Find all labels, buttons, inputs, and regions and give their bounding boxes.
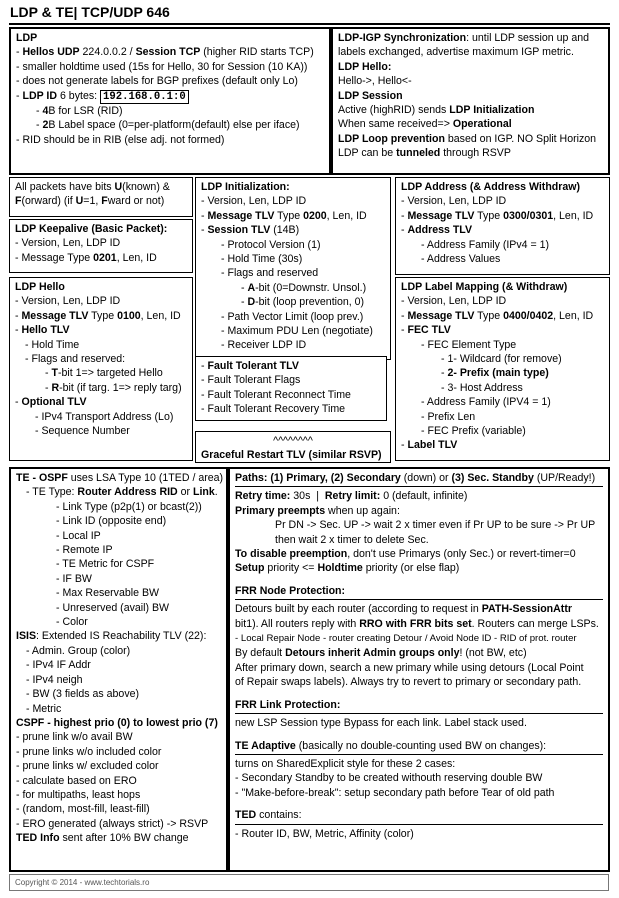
paths-line: Pr DN -> Sec. UP -> wait 2 x timer even if Pr UP to be sure -> Pr UP — [275, 519, 596, 532]
te-line: - for multipaths, least hops — [16, 788, 141, 801]
ldp-line: - Hellos UDP 224.0.0.2 / Session TCP (higher RID starts TCP) — [16, 46, 314, 59]
te-line: TED Info sent after 10% BW change — [16, 832, 189, 845]
ldp-overview-box — [9, 27, 331, 175]
copyright-footer: Copyright © 2014 - www.techtorials.ro — [9, 874, 609, 891]
paths-line: Detours built by each router (according to request in PATH-SessionAttr — [235, 603, 572, 616]
te-line: CSPF - highest prio (0) to lowest prio (7) — [16, 716, 218, 729]
te-line: - prune link w/o avail BW — [16, 731, 133, 744]
te-line: - prune links w/o included color — [16, 745, 162, 758]
te-line: - prune links w/ excluded color — [16, 760, 159, 773]
mapping-line: - 2- Prefix (main type) — [441, 367, 549, 380]
keepalive-line: - Version, Len, LDP ID — [15, 237, 121, 250]
graceful-restart-box — [195, 431, 391, 463]
igp-line: Hello->, Hello<- — [338, 75, 412, 88]
paths-line: of Repair swaps labels). Always try to revert to primary or secondary path. — [235, 676, 582, 689]
te-line: - ERO generated (always strict) -> RSVP — [16, 817, 209, 830]
hello-line: - IPv4 Transport Address (Lo) — [35, 410, 174, 423]
mapping-line: - FEC TLV — [401, 324, 451, 337]
hello-line: - Sequence Number — [35, 425, 130, 438]
hello-line: - Flags and reserved: — [25, 353, 126, 366]
ldp-label-mapping-box — [395, 277, 610, 461]
paths-line: turns on SharedExplicit style for these 2 cases: — [235, 757, 456, 770]
ldp-address-box — [395, 177, 610, 275]
fault-line: - Fault Tolerant TLV — [201, 360, 299, 372]
paths-line: Setup priority <= Holdtime priority (or else flap) — [235, 562, 460, 575]
hello-line: - Optional TLV — [15, 396, 87, 409]
init-line: - Receiver LDP ID — [221, 339, 307, 352]
paths-line: FRR Link Protection: — [235, 698, 603, 714]
te-ospf-isis-box — [9, 467, 228, 872]
paths-line: FRR Node Protection: — [235, 584, 603, 600]
mapping-line: - Version, Len, LDP ID — [401, 295, 507, 308]
mapping-line: - 1- Wildcard (for remove) — [441, 353, 562, 366]
mapping-line: - 3- Host Address — [441, 381, 523, 394]
ldp-line: - LDP ID 6 bytes: 192.168.0.1:0 — [16, 89, 324, 104]
keepalive-line: LDP Keepalive (Basic Packet): — [15, 223, 168, 235]
paths-line: Primary preempts when up again: — [235, 504, 400, 517]
init-line: - Path Vector Limit (loop prev.) — [221, 310, 364, 323]
fault-line: - Fault Tolerant Recovery Time — [201, 403, 346, 416]
te-line: - Max Reservable BW — [56, 587, 160, 600]
fault-line: - Fault Tolerant Flags — [201, 374, 301, 387]
ldp-keepalive-box — [9, 219, 193, 273]
igp-line: LDP can be tunneled through RSVP — [338, 147, 511, 160]
graceful-line: ^^^^^^^^ — [273, 435, 313, 447]
init-line: - Maximum PDU Len (negotiate) — [221, 325, 373, 338]
te-line: - IF BW — [56, 572, 92, 585]
keepalive-line: - Message Type 0201, Len, ID — [15, 251, 157, 264]
te-line: - IPv4 neigh — [26, 673, 83, 686]
address-line: - Address Values — [421, 253, 501, 266]
mapping-line: - Prefix Len — [421, 410, 476, 423]
paths-line: By default Detours inherit Admin groups only! (not BW, etc) — [235, 647, 527, 660]
mapping-line: - Address Family (IPV4 = 1) — [421, 396, 551, 409]
page-title: LDP & TE| TCP/UDP 646 — [10, 4, 170, 20]
igp-line: Active (highRID) sends LDP Initialization — [338, 104, 535, 117]
igp-line: LDP-IGP Synchronization: until LDP session up and — [338, 32, 590, 44]
section-gap — [235, 690, 603, 698]
te-line: - (random, most-fill, least-fill) — [16, 803, 150, 816]
address-line: - Address Family (IPv4 = 1) — [421, 238, 550, 251]
paths-line: - Local Repair Node - router creating Detour / Avoid Node ID - RID of prot. router — [235, 633, 577, 645]
igp-line: LDP Session — [338, 89, 403, 102]
te-line: - Color — [56, 616, 88, 629]
hello-line: - R-bit (if targ. 1=> reply targ) — [45, 381, 182, 394]
section-gap — [235, 576, 603, 584]
paths-line: - Secondary Standby to be created withouth reserving double BW — [235, 772, 543, 785]
paths-line: To disable preemption, don't use Primarys (only Sec.) or revert-timer=0 — [235, 548, 576, 561]
paths-line: then wait 2 x timer to delete Sec. — [275, 533, 429, 546]
hello-line: - T-bit 1=> targeted Hello — [45, 367, 163, 380]
ldp-line: - RID should be in RIB (else adj. not formed) — [16, 133, 225, 146]
igp-line: LDP Hello: — [338, 60, 392, 73]
igp-line: labels exchanged, advertise maximum IGP metric. — [338, 46, 574, 59]
mapping-line: - Message TLV Type 0400/0402, Len, ID — [401, 309, 594, 322]
init-line: - A-bit (0=Downstr. Unsol.) — [241, 281, 367, 294]
init-line: - Version, Len, LDP ID — [201, 195, 307, 208]
ldp-igp-sync-box — [331, 27, 610, 175]
address-line: - Address TLV — [401, 224, 473, 237]
paths-line: - "Make-before-break": setup secondary path before Tear of old path — [235, 786, 555, 799]
init-line: - Message TLV Type 0200, Len, ID — [201, 209, 367, 222]
ldp-line: - smaller holdtime used (15s for Hello, 30 for Session (10 KA)) — [16, 60, 308, 73]
paths-line: TE Adaptive (basically no double-counting used BW on changes): — [235, 739, 603, 755]
ldp-line: - does not generate labels for BGP prefixes (default only Lo) — [16, 75, 298, 88]
ldp-hello-box — [9, 277, 193, 461]
paths-line: Retry time: 30s | Retry limit: 0 (default, infinite) — [235, 490, 468, 503]
ldp-line: - 4B for LSR (RID) — [36, 105, 123, 118]
init-line: - Session TLV (14B) — [201, 224, 300, 237]
all-packets-box — [9, 177, 193, 217]
paths-line: After primary down, search a new primary while using detours (Local Point — [235, 661, 584, 674]
hello-line: - Hello TLV — [15, 324, 70, 337]
init-line: - D-bit (loop prevention, 0) — [241, 296, 365, 309]
address-line: - Version, Len, LDP ID — [401, 195, 507, 208]
te-line: - BW (3 fields as above) — [26, 688, 140, 701]
te-line: - Link Type (p2p(1) or bcast(2)) — [56, 500, 202, 513]
paths-line: - Router ID, BW, Metric, Affinity (color) — [235, 827, 414, 840]
init-line: - Protocol Version (1) — [221, 238, 321, 251]
te-line: - Remote IP — [56, 544, 113, 557]
te-line: - calculate based on ERO — [16, 774, 137, 787]
allpackets-line: F(orward) (if U=1, Fward or not) — [15, 195, 165, 208]
paths-line: bit1). All routers reply with RRO with FRR bits set. Routers can merge LSPs. — [235, 617, 599, 630]
hello-line: - Message TLV Type 0100, Len, ID — [15, 309, 181, 322]
ldp-line: LDP — [16, 32, 38, 44]
te-line: ISIS: Extended IS Reachability TLV (22): — [16, 630, 207, 643]
mapping-line: - Label TLV — [401, 439, 458, 452]
te-line: - Local IP — [56, 529, 101, 542]
te-line: - Admin. Group (color) — [26, 644, 131, 657]
init-line: LDP Initialization: — [201, 181, 290, 193]
paths-line: Paths: (1) Primary, (2) Secondary (down) or (3) Sec. Standby (UP/Ready!) — [235, 471, 603, 487]
hello-line: LDP Hello — [15, 281, 65, 293]
init-line: - Hold Time (30s) — [221, 253, 303, 266]
mapping-line: - FEC Element Type — [421, 338, 517, 351]
te-line: - Link ID (opposite end) — [56, 515, 167, 528]
te-line: - Unreserved (avail) BW — [56, 601, 170, 614]
te-line: - TE Metric for CSPF — [56, 558, 155, 571]
mapping-line: - FEC Prefix (variable) — [421, 425, 526, 438]
paths-line: new LSP Session type Bypass for each link. Label stack used. — [235, 717, 527, 730]
fault-tolerant-box — [195, 356, 387, 421]
hello-line: - Version, Len, LDP ID — [15, 295, 121, 308]
paths-line: TED contains: — [235, 808, 603, 824]
igp-line: When same received=> Operational — [338, 118, 512, 131]
ldp-initialization-box — [195, 177, 391, 360]
te-line: - IPv4 IF Addr — [26, 659, 91, 672]
mapping-line: LDP Label Mapping (& Withdraw) — [401, 281, 568, 293]
init-line: - Flags and reserved — [221, 267, 319, 280]
graceful-line: Graceful Restart TLV (similar RSVP) — [201, 449, 382, 462]
address-line: LDP Address (& Address Withdraw) — [401, 181, 581, 193]
title-rule — [9, 23, 610, 25]
igp-line: LDP Loop prevention based on IGP. NO Split Horizon — [338, 132, 597, 145]
fault-line: - Fault Tolerant Reconnect Time — [201, 388, 351, 401]
ldp-line: - 2B Label space (0=per-platform(default) else per iface) — [36, 119, 300, 132]
te-line: TE - OSPF uses LSA Type 10 (1TED / area) — [16, 472, 224, 484]
te-line: - TE Type: Router Address RID or Link. — [26, 486, 218, 499]
section-gap — [235, 800, 603, 808]
allpackets-line: All packets have bits U(known) & — [15, 181, 170, 193]
address-line: - Message TLV Type 0300/0301, Len, ID — [401, 209, 594, 222]
section-gap — [235, 731, 603, 739]
hello-line: - Hold Time — [25, 338, 80, 351]
te-line: - Metric — [26, 702, 62, 715]
te-paths-box — [228, 467, 610, 872]
